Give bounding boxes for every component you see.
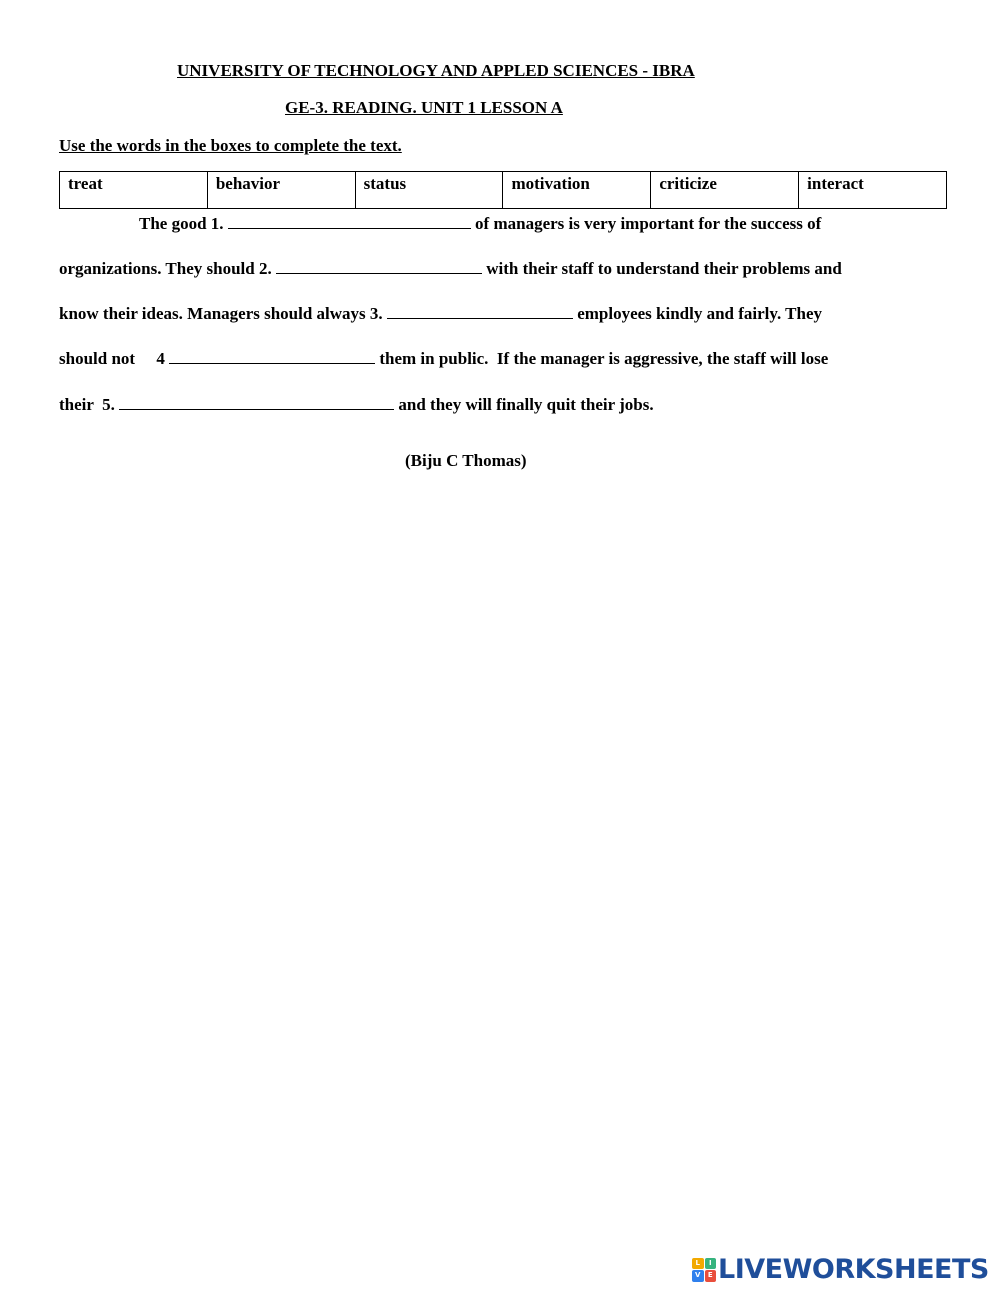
passage-line-2 <box>59 257 842 279</box>
passage-text: should not 4 <box>59 349 170 368</box>
logo-mark-cell: I <box>705 1258 717 1270</box>
passage-text: The good 1. <box>139 214 228 233</box>
word-box-cell: behavior <box>207 172 355 209</box>
passage-text: with their staff to understand their problems and <box>481 259 842 278</box>
logo-mark-cell: E <box>705 1270 717 1282</box>
logo-mark-cell: V <box>692 1270 704 1282</box>
passage-text: of managers is very important for the success of <box>470 214 822 233</box>
word-box-cell: status <box>355 172 503 209</box>
passage-text: know their ideas. Managers should always 3. <box>59 304 387 323</box>
word-box-cell: treat <box>60 172 208 209</box>
liveworksheets-logo <box>692 1254 989 1285</box>
word-box-cell: interact <box>799 172 947 209</box>
passage-text: and they will finally quit their jobs. <box>394 395 654 414</box>
passage-text: them in public. If the manager is aggressive, the staff will lose <box>375 349 829 368</box>
lesson-title: GE-3. READING. UNIT 1 LESSON A <box>285 98 563 117</box>
answer-blank-5[interactable] <box>119 393 394 410</box>
passage-text: employees kindly and fairly. They <box>572 304 822 323</box>
answer-blank-4[interactable] <box>169 347 375 364</box>
word-box-cell: motivation <box>503 172 651 209</box>
word-box-row <box>60 172 947 209</box>
passage-line-4 <box>59 347 828 369</box>
logo-mark-cell: L <box>692 1258 704 1270</box>
university-title: UNIVERSITY OF TECHNOLOGY AND APPLED SCIENCES - IBRA <box>177 61 695 80</box>
passage-line-1 <box>139 212 821 234</box>
word-box-cell: criticize <box>651 172 799 209</box>
passage-text: organizations. They should 2. <box>59 259 276 278</box>
author-credit: (Biju C Thomas) <box>405 451 527 470</box>
passage-line-5 <box>59 393 654 415</box>
word-box-table <box>59 171 947 209</box>
answer-blank-2[interactable] <box>276 257 482 274</box>
answer-blank-1[interactable] <box>228 212 471 229</box>
passage-text: their 5. <box>59 395 120 414</box>
logo-mark-icon <box>692 1258 716 1282</box>
instruction: Use the words in the boxes to complete the text. <box>59 136 402 155</box>
logo-text: LIVEWORKSHEETS <box>718 1254 989 1285</box>
answer-blank-3[interactable] <box>387 302 573 319</box>
passage-line-3 <box>59 302 822 324</box>
